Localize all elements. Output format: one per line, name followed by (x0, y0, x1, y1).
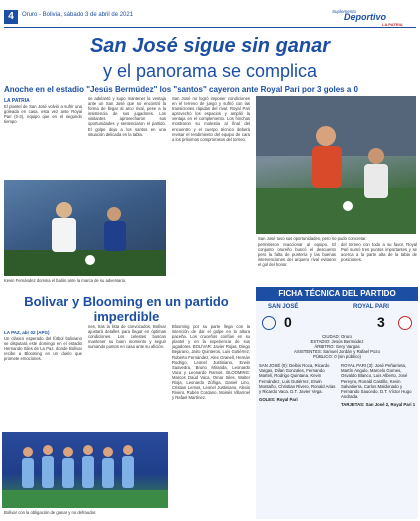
match-photo-2 (256, 96, 416, 234)
match-city: CIUDAD: Oruro (322, 334, 352, 339)
cards-label: TARJETAS: San José 2, Royal Pari 1 (341, 402, 416, 408)
dateline: Oruro - Bolivia, sábado 3 de abril de 2021 (22, 12, 134, 18)
brand-logo-text: Deportivo (344, 12, 387, 22)
away-crest-icon (398, 316, 412, 330)
story2-dateline: LA PAZ, abr 02 (APG) (4, 330, 50, 335)
story1-col3: San José no logró imponer condiciones en el terreno de juego y sufrió con las transiciones rápidas del rival. Royal Pari aprovechó los espacios y amplió la ventaja en el complemento. Los hinchas mostraron su molestia al final del encuentro y el cuerpo técnico deberá revisar el rendimiento del equipo de cara a los próximos compromisos del torneo. (172, 96, 250, 142)
byline: LA PATRIA (4, 98, 30, 104)
away-lineup (341, 363, 417, 408)
home-lineup (259, 363, 337, 402)
home-team-name: SAN JOSÉ (268, 304, 299, 310)
page-number: 4 (4, 10, 18, 24)
story1-col5: del torneo con todo a su favor. Royal Pari sumó tres puntos importantes y se acerca a la parte alta de la tabla de posiciones. (341, 242, 417, 263)
main-subheadline: y el panorama se complica (102, 61, 318, 81)
story1-col1: El plantel de San José volvió a sufrir una goleada en casa, esta vez ante Royal Pari (0-3), equipo que en el segundo tiempo (4, 104, 82, 125)
photo-caption-3: Bolívar con la obligación de ganar y no defraudar. (4, 510, 97, 515)
match-stadium: ESTADIO: Jesús Bermúdez (310, 339, 364, 345)
brand-subtitle: LA PATRIA (382, 22, 403, 27)
main-headline: San José sigue sin ganar (89, 35, 331, 57)
match-public: PÚBLICO: 0 (sin público) (312, 354, 361, 360)
match-meta (256, 334, 418, 359)
story1-col4: permitieron reaccionar al equipo. El conjunto orureño buscó el descuento pero la falta de puntería y las buenas intervenciones del arquero rival evitaron el gol del honor. (258, 242, 336, 268)
story2-col1: Un clásico esperado del fútbol boliviano se disputará este domingo en el estadio Hernando Siles de La Paz, donde Bolívar recibe a Blooming en un duelo que promete emociones. (4, 336, 82, 362)
photo-caption-2: San José tuvo sus oportunidades, pero no pudo concretar. (258, 236, 367, 241)
story2-col3: Blooming por su parte llega con la intención de dar el golpe en la altura paceña. Los cruceños confían en su plantel y en la experiencia de sus jugadores. BOLÍVAR: Javier Rojas, Diego Bejarano, Jairo Quinteros, Luis Gutiérrez, Roberto Fernández, Alex Granell, Hernán Rodrigo, Leonel Justiniano, Erwin Saavedra, Bruno Miranda, Leonardo Vaca y Leonardo Ramos. BLOOMING: Marcos Daúd Vaca, Omar Siles, Walter Rioja, Leonardo Zúñiga, Daniel Lino, Cristian Lemos, Leonel Justiniano, Alexis Rivero, Rubén Cordano, Moisés Villarroel y Rafael Martínez. (172, 324, 250, 401)
photo-caption-1: Kevin Fernández domina el balón ante la marca de su adversario. (4, 278, 127, 283)
home-lineup-text: SAN JOSÉ (0): Deibis Roca, Ricardo Vargas, Dilan Gonzales, Fernando Marteli, Rodrigo Quintana, Kevin Fernández, Luis Gutiérrez, Erwin Montaño, Christian Rivero, Ronald Arias y Ricardo Vaca. D.T. Javier Vega. (259, 363, 336, 395)
team-photo (2, 432, 168, 508)
match-assistants: ASISTENTES: Samuel Jordán y Rafael Pozo (294, 349, 380, 355)
story2-headline: Bolivar y Blooming en un partido imperdible (24, 294, 229, 324)
story2-col2: nes, tras la lista de convocados, Bolívar ajustará detalles para llegar en óptimas condiciones. Los celestes buscan mantener su buen momento y seguir sumando puntos en casa ante su afición. (88, 324, 166, 350)
match-referee: ÁRBITRO: Gery Vargas (314, 344, 360, 350)
away-team-name: ROYAL PARI (353, 304, 389, 310)
story1-col2: se adelantó y supo mantener la ventaja ante un San José que no encontró la forma de llegar al arco rival, pese a la insistencia de sus jugadores. Los visitantes aprovecharon sus oportunidades y sentenciaron el partido. El golpe deja a los santos en una situación delicada en la tabla. (88, 96, 166, 137)
away-score: 3 (377, 314, 385, 330)
match-photo-1 (4, 180, 166, 276)
away-lineup-text: ROYAL PARI (3): José Peñarrieta, Martín Angulo, Marcelo Gomes, Osvaldo Blanco, Luis Alberto, José Pereyra, Ronald Castillo, Kevin Salvatierra, Carlos Maldonado y Fernando Saucedo. D.T. Víctor Hugo Andrada. (341, 363, 412, 400)
home-crest-icon (262, 316, 276, 330)
match-sheet-title: FICHA TÉCNICA DEL PARTIDO (256, 287, 418, 301)
story-deck: Anoche en el estadio "Jesús Bermúdez" los "santos" cayeron ante Royal Pari por 3 goles a 0 (4, 85, 358, 94)
home-score: 0 (284, 314, 292, 330)
header-rule (4, 27, 416, 28)
brand-supplement: Suplemento (332, 9, 357, 14)
goals-label: GOLES: Royal Pari (259, 397, 298, 403)
